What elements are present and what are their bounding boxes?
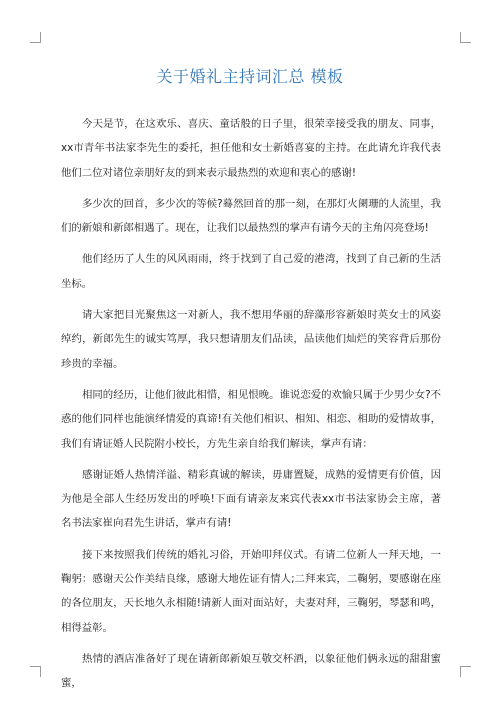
paragraph: 感谢证婚人热情洋溢、精彩真诚的解读，毋庸置疑，成熟的爱情更有价值，因为他是全部人生经历发出的呼唤!下面有请亲友来宾代表xx市书法家协会主席，著名书法家崔向君先生讲话，掌声有请!: [61, 468, 441, 530]
paragraph: 今天是节，在这欢乐、喜庆、童话般的日子里，很荣幸接受我的朋友、同事，xx市青年书法家李先生的委托，担任他和女士新婚喜宴的主持。在此请允许我代表他们二位对诸位亲朋好友的到来表示最热烈的欢迎和衷心的感谢!: [61, 118, 441, 179]
corner-mark-bottom-right: [460, 666, 471, 677]
paragraph: 请大家把目光聚焦这一对新人，我不想用华丽的辞藻形容新娘时英女士的风姿绰约，新郎先生的诚实笃厚，我只想请朋友们品读，品读他们灿烂的笑容背后那份珍贵的幸福。: [61, 309, 441, 370]
paragraph: 他们经历了人生的风风雨雨，终于找到了自己爱的港湾，找到了自己新的生活坐标。: [61, 253, 441, 290]
document-body: [61, 112, 441, 703]
paragraph: 相同的经历，让他们彼此相惜，相见恨晚。谁说恋爱的欢愉只属于少男少女?不惑的他们同样也能演绎情爱的真谛!有关他们相识、相知、相恋、相助的爱情故事，我们有请证婚人民院附小校长，方先生亲自给我们解读，掌声有请：: [61, 388, 441, 450]
corner-mark-top-left: [30, 32, 41, 43]
document-title: 关于婚礼主持词汇总 模板: [156, 67, 344, 86]
corner-mark-bottom-left: [30, 666, 41, 677]
paragraph: 多少次的回首，多少次的等候?蓦然回首的那一刻，在那灯火阑珊的人流里，我们的新娘和新郎相遇了。现在，让我们以最热烈的掌声有请今天的主角闪亮登场!: [61, 197, 441, 235]
corner-mark-top-right: [460, 32, 471, 43]
paragraph: 接下来按照我们传统的婚礼习俗，开始叩拜仪式。有请二位新人一拜天地，一鞠躬：感谢天公作美结良缘，感谢大地佐证有情人;二拜来宾，二鞠躬，要感谢在座的各位朋友，天长地久永相随!请新人面对面站好，夫妻对拜，三鞠躬，琴瑟和鸣，相得益彰。: [61, 548, 441, 634]
paragraph: 热情的酒店准备好了现在请新郎新娘互敬交杯酒，以象征他们俩永远的甜甜蜜蜜，: [61, 652, 441, 690]
